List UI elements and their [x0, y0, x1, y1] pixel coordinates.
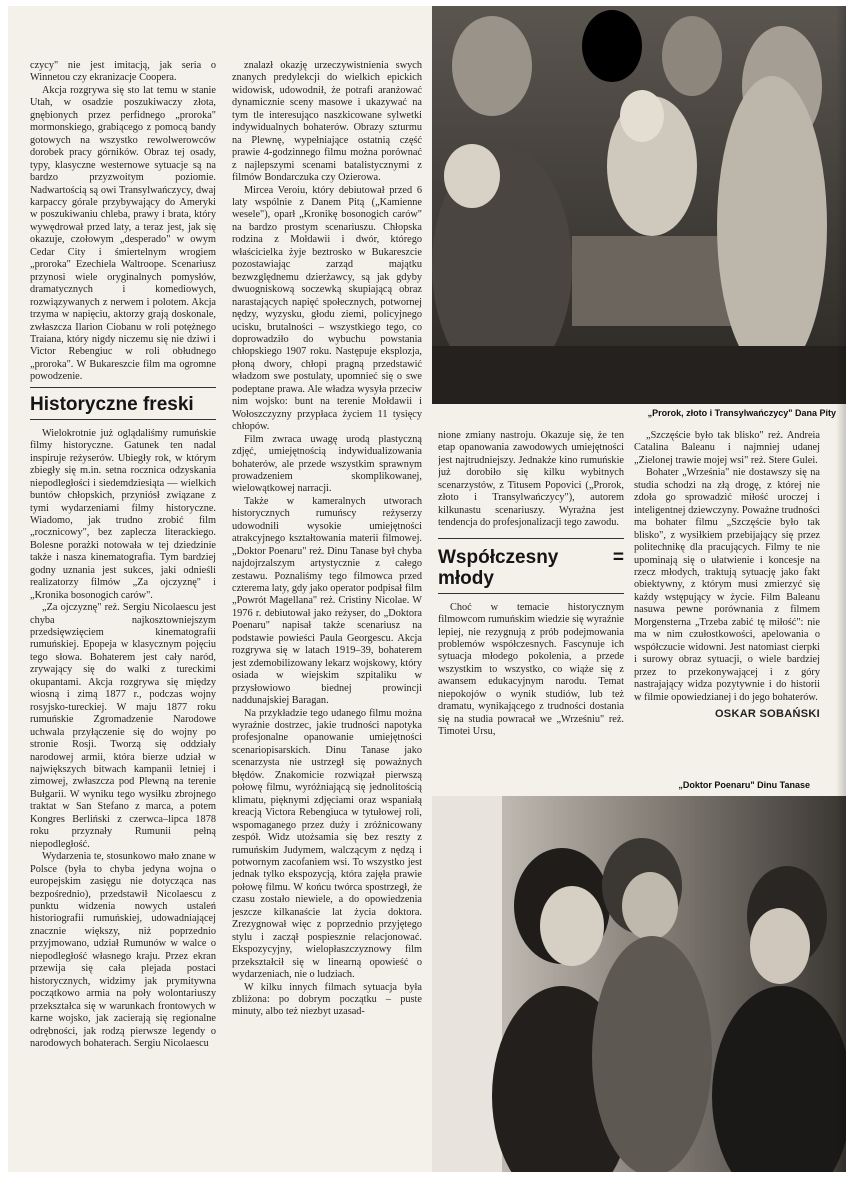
- paragraph: Film zwraca uwagę urodą plastyczną zdjęć, umiejętnością indywidualizowania bohaterów, ale przede wszystkim sprawnym prowadzeniem skomplikowanej, wielowątkowej narracji.: [232, 433, 422, 495]
- paragraph: czycy" nie jest imitacją, jak seria o Winnetou czy ekranizacje Coopera.: [30, 60, 216, 84]
- paragraph: „Za ojczyznę" reż. Sergiu Nicolaescu jest chyba najkosztowniejszym przedsięwzięciem kinematografii rumuńskiej. Epopeja w klasycznym pojęciu tego słowa. Bohaterem jest cały naród, zrywający się do walki z tureckimi okupantami. Akcja rozgrywa się między wiosną i zimą 1877 r., podczas wojny rosyjsko-tureckiej. W maju 1877 roku rumuńskie Zgromadzenie Narodowe uchwala przyłączenie się do wojny po stronie Rosji. Tworzą się oddziały narodowej armii, która bierze udział w największych bitwach kampanii letniej i zimowej, zwłaszcza pod Plewną na terenie Bułgarii. W wyniku tego wysiłku zbrojnego traktat w San Stefano z marca, a potem Kongres Berliński z czerwca–lipca 1878 roku przyznały Rumunii pełną niepodległość.: [30, 602, 216, 850]
- author-signature: OSKAR SOBAŃSKI: [714, 707, 820, 720]
- paragraph: Choć w temacie historycznym filmowcom rumuńskim wiedzie się wyraźnie lepiej, nie rezygnują z prób podejmowania problemów współczesnych. Fascynuje ich sytuacja młodego pokolenia, a przede wszystkim to wszystko, co wiąże się z awansem edukacyjnym narodu. Temat niepokojów o wynik studiów, lub też dramatu, wynikającego z trudności dostania się na studia powracał we „Wrześniu" reż. Timotei Ursu,: [438, 601, 624, 738]
- col1-body-text: [30, 428, 216, 1051]
- column-1: [30, 60, 216, 1168]
- paragraph: nione zmiany nastroju. Okazuje się, że ten etap opanowania zawodowych umiejętności jest najtrudniejszy. Jednakże kino rumuńskie już dorobiło się kilku wybitnych scenarzystów, z Titusem Popovici („Prorok, złoto i Transylwańczycy"), autorem kilkunastu scenariuszy. Wyraźna jest tendencja do profesjonalizacji tego zawodu.: [438, 430, 624, 529]
- paragraph: znalazł okazję urzeczywistnienia swych znanych predylekcji do wielkich epickich widowisk, udowodnił, że potrafi aranżować dynamicznie sceny masowe i ukazywać na tym tle interesująco naszkicowane sylwetki indywidualnych bohaterów. Obrazy szturmu na Plewnę, wypełniające ostatnią część prawie 4-godzinnego filmu można porównać z najlepszymi scenami batalistycznymi z filmów Bondarczuka czy Ozierowa.: [232, 60, 422, 184]
- page-edge-shadow: [836, 6, 846, 1172]
- paragraph: Akcja rozgrywa się sto lat temu w stanie Utah, w osadzie poszukiwaczy złota, gnębionych przez perfidnego „proroka" mormonskiego, grabiącego z pomocą bandy gotowych na wszystko rewolwerowców dorobek pracy górników. Obraz tej osady, typy, klasyczne westernowe sytuacje są na bardzo przyzwoitym poziomie. Nadwartością są owi Transylwańczycy, dwaj karpaccy górale przybywający do Ameryki w poszukiwaniu chleba, prawy i brata, który wywędrował przed laty, a teraz jest, jak się okazuje, czołowym „desperado" w owym Cedar City i śmiertelnym wrogiem „proroka" Ezechiela Waltroope. Scenariusz przynosi wiele oryginalnych pomysłów, dramatycznych i komediowych, rozwiązywanych z nerwem i polotem. Akcja trzyma w napięciu, aktorzy grają doskonale, zwłaszcza Ilarion Ciobanu w roli potężnego Traiana, który nigdy niczemu się nie dziwi i Victor Rebengiuc w roli obłudnego „proroka". W Bukareszcie film ma ogromne powodzenie.: [30, 84, 216, 383]
- paragraph: Także w kameralnych utworach historycznych rumuńscy reżyserzy udowodnili wysokie umiejętności atrakcyjnego kształtowania materii filmowej. „Doktor Poenaru" reż. Dinu Tanase był chyba najdojrzalszym artystycznie z całego zestawu. Poznaliśmy tego filmowca przed czterema laty, gdy jako operator podpisał film „Powrót Magellana" reż. Cristiny Nicolae. W 1976 r. debiutował jako reżyser, do „Doktora Poenaru" napisał także scenariusz na podstawie powieści Paula Georgescu. Akcja rozgrywa się w latach 1919–39, bohaterem jest zdemobilizowany lekarz wojskowy, który osiada w wiejskim szpitaliku w przysłowiowo biednej prowincji naddunajskiej Baragan.: [232, 495, 422, 707]
- magazine-page: [8, 6, 846, 1172]
- col3-body-text: [438, 602, 624, 739]
- paragraph: Wydarzenia te, stosunkowo mało znane w Polsce (była to chyba jedyna wojna o europejskim zasięgu nie dotycząca nas bezpośrednio), przedstawił Nicolaescu z punktu widzenia nowych ustaleń historiografii rumuńskiej, udowadniającej znacznie większy, niż poprzednio przyjmowano, udział Rumunów w walce o niepodległość własnego kraju. Przez ekran przewija się cała plejada postaci historycznych, widzimy jak prymitywna początkowo armia na poły wolontariuszy przekształca się w warunkach frontowych w karne wojsko, jak zacierają się regionalne odrębności, jak rodzą pierwsze legendy o narodowych bohaterach. Sergiu Nicolaescu: [30, 851, 216, 1049]
- photo-doktor-poenaru-image: [432, 796, 846, 1172]
- column-3: [438, 430, 624, 770]
- col1-top-text: [30, 60, 216, 384]
- col4-body-text: [634, 430, 820, 704]
- column-2: [232, 60, 422, 1168]
- paragraph: Na przykładzie tego udanego filmu można wyraźnie dostrzec, jakie trudności napotyka profesjonalne opanowanie umiejętności scenariopisarskich. Dinu Tanase jako scenarzysta nie ustrzegł się poważnych błędów. Znakomicie rozwiązał pierwszą połowę filmu, wyróżniającą się jednolitością klimatu, pięknymi zdjęciami oraz wspaniałą kreacją Victora Rebengiuca w tytułowej roli, wspomaganego przez duży i zróżnicowany zespół. Widz utożsamia się bez reszty z rumuńskim Judymem, walczącym z nędzą i potwornym zacofaniem wsi. To wszystko jest jednak tylko ekspozycją, która zajęła prawie połowę filmu. W końcu twórca spostrzegł, że czasu zostało niewiele, a do opowiedzenia jeszcze kilkanaście lat życia doktora. Zrezygnował więc z poprzednio przyjętego stylu i zaczął pospiesznie relacjonować. Ekspozycyjny, wielopłaszczyznowy film przekształcił się w linearną opowieść o wydarzeniach, nie o ludziach.: [232, 707, 422, 981]
- caption-top-photo: „Prorok, złoto i Transylwańczycy" Dana Pity: [647, 408, 836, 418]
- col2-body-text: [232, 60, 422, 1019]
- paragraph: Bohater „Września" nie dostawszy się na studia schodzi na złą drogę, z której nie zdoła go sprowadzić miłość uroczej i inteligentnej dziewczyny. Poważne trudności ma bohater filmu „Szczęście było tak blisko", z wysiłkiem przebijający się przez politechnikę dla pracujących. Filmy te nie upominają się o ułatwienie i koncesje na rzecz młodych, traktują sytuację jako fakt obiektywny, z którym musi zmierzyć się każdy wstępujący w życie. Film Baleanu nasuwa pewne porównania z filmem Morgensterna „Trzeba zabić tę miłość": nie ma w nim czułostkowości, apelowania o współczucie widowni. Jest natomiast cierpki i surowy obraz sytuacji, o wiele bardziej przez to przekonywającej i z góry nastrajający widza pozytywnie i do historii w filmie opowiedzianej i do jego bohaterów.: [634, 467, 820, 703]
- column-4: [634, 430, 820, 770]
- headline-wspolczesny-mlody: Współczesny = młody: [438, 538, 624, 594]
- headline-historyczne-freski: Historyczne freski: [30, 387, 216, 420]
- photo-prorok-zloto-image: [432, 6, 846, 404]
- photo-prorok-zloto: [432, 6, 846, 404]
- paragraph: Wielokrotnie już oglądaliśmy rumuńskie filmy historyczne. Gatunek ten nadal inspiruje reżyserów. Ubiegły rok, w którym zbiegły się m.in. setna rocznica odzyskania niepodległości i siedemdziesiąta — wielkich buntów chłopskich, przyniósł związane z tymi wydarzeniami filmy historyczne. Wiadomo, jak trudno zrobić film „rocznicowy", bez zaplecza literackiego. Bolesne porażki notowała w tej dziedzinie także i nasza kinematografia. Tym bardziej godny uznania jest sukces, jaki odnieśli realizatorzy filmów „Za ojczyznę" i „Kronika bosonogich carów".: [30, 427, 216, 601]
- paragraph: Mircea Veroiu, który debiutował przed 6 laty wspólnie z Danem Pitą („Kamienne wesele"), oparł „Kronikę bosonogich carów" na bardzo prostym scenariuszu. Chłopska rodzina z Mołdawii i dwór, którego właścicielka żyje beztrosko w Bukareszcie pozostawiając zarząd majątku bezwzględnemu dzierżawcy, są jak gdyby dwuogniskową soczewką skupiającą obraz narastających napięć społecznych, potwornej nędzy, wyzysku, głodu ziemi, policyjnego ucisku, brutalności – wszystkiego tego, co doprowadziło do wybuchu powstania chłopskiego 1907 roku. Następuje eksplozja, płoną dwory, chłopi pragną przedstawić władzom swe postulaty, upomnieć się o swe podeptane prawa. Ale władza wysyła przeciw nim wojsko: bunt na terenie Mołdawii i Wołoszczyzny przypłaca życiem 11 tysięcy chłopów.: [232, 184, 422, 433]
- paragraph: W kilku innych filmach sytuacja była zbliżona: po dobrym początku – puste minuty, albo też niezbyt uzasad-: [232, 981, 422, 1018]
- col3-top-text: [438, 430, 624, 530]
- paragraph: „Szczęście było tak blisko" reż. Andreia Catalina Baleanu i najmniej udanej „Zielonej trawie mojej wsi" reż. Stere Gulei.: [634, 430, 820, 466]
- caption-bottom-photo: „Doktor Poenaru" Dinu Tanase: [678, 780, 810, 790]
- photo-doktor-poenaru: [432, 796, 846, 1172]
